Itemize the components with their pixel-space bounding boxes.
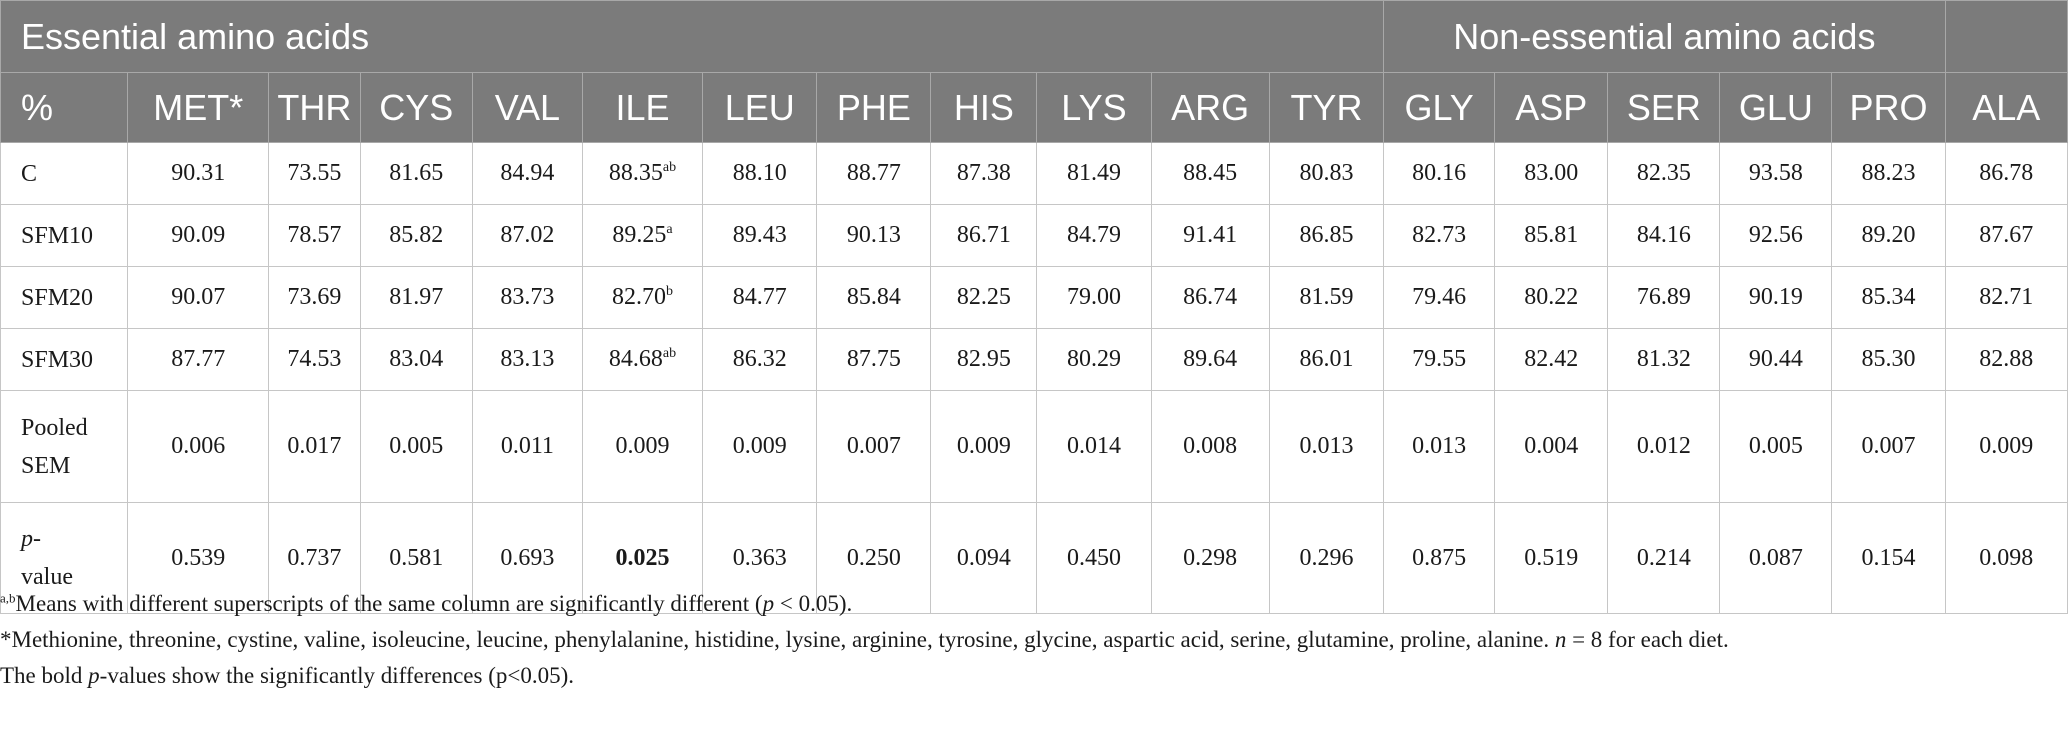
table-cell: 0.007 bbox=[817, 391, 931, 503]
table-cell: 87.38 bbox=[931, 143, 1037, 205]
table-cell: 0.004 bbox=[1495, 391, 1608, 503]
table-row bbox=[1, 205, 2068, 267]
table-cell: 86.74 bbox=[1151, 267, 1269, 329]
group-header-row bbox=[1, 1, 2068, 73]
column-header-val: VAL bbox=[472, 73, 582, 143]
table-cell: 85.34 bbox=[1832, 267, 1945, 329]
table-cell: 0.250 bbox=[817, 503, 931, 614]
table-cell: 86.85 bbox=[1269, 205, 1383, 267]
table-cell: 93.58 bbox=[1720, 143, 1832, 205]
footnote-bold-values bbox=[0, 658, 2068, 694]
table-cell: 88.23 bbox=[1832, 143, 1945, 205]
footnote-text: *Methionine, threonine, cystine, valine, isoleucine, leucine, phenylalanine, histidine, lysine, arginine, tyrosine, glycine, aspartic acid, serine, glutamine, proline, alanine. bbox=[0, 627, 1555, 652]
table-cell: 0.363 bbox=[703, 503, 817, 614]
table-cell: 0.450 bbox=[1037, 503, 1151, 614]
table-cell-ile bbox=[582, 329, 702, 391]
table-cell: 87.77 bbox=[128, 329, 269, 391]
table-cell: 82.42 bbox=[1495, 329, 1608, 391]
blank-group-header bbox=[1945, 1, 2067, 73]
column-header-pro: PRO bbox=[1832, 73, 1945, 143]
footnote-italic: n bbox=[1554, 627, 1567, 652]
table-cell: 0.009 bbox=[582, 391, 702, 503]
table-cell: 0.214 bbox=[1608, 503, 1720, 614]
table-cell: 0.519 bbox=[1495, 503, 1608, 614]
table-cell: 80.22 bbox=[1495, 267, 1608, 329]
column-header-thr: THR bbox=[269, 73, 361, 143]
table-cell: 85.81 bbox=[1495, 205, 1608, 267]
column-header-lys: LYS bbox=[1037, 73, 1151, 143]
table-cell: 83.00 bbox=[1495, 143, 1608, 205]
footnote-mark: a,b bbox=[0, 590, 16, 606]
table-cell: 83.13 bbox=[472, 329, 582, 391]
table-cell: 0.693 bbox=[472, 503, 582, 614]
column-header-row bbox=[1, 73, 2068, 143]
table-cell: 85.82 bbox=[360, 205, 472, 267]
table-cell: 0.014 bbox=[1037, 391, 1151, 503]
table-footnotes bbox=[0, 586, 2068, 694]
row-label-c: C bbox=[1, 143, 128, 205]
table-cell: 73.55 bbox=[269, 143, 361, 205]
table-cell: 82.95 bbox=[931, 329, 1037, 391]
column-header-phe: PHE bbox=[817, 73, 931, 143]
column-header-glu: GLU bbox=[1720, 73, 1832, 143]
column-header-leu: LEU bbox=[703, 73, 817, 143]
significance-superscript: ab bbox=[662, 346, 677, 361]
essential-group-header: Essential amino acids bbox=[1, 1, 1384, 73]
table-cell: 80.29 bbox=[1037, 329, 1151, 391]
column-header-tyr: TYR bbox=[1269, 73, 1383, 143]
column-header-gly: GLY bbox=[1384, 73, 1495, 143]
table-cell: 90.31 bbox=[128, 143, 269, 205]
table-cell: 74.53 bbox=[269, 329, 361, 391]
table-cell: 90.13 bbox=[817, 205, 931, 267]
row-label-sfm10: SFM10 bbox=[1, 205, 128, 267]
row-label-pooled-sem bbox=[1, 391, 128, 503]
table-cell: 78.57 bbox=[269, 205, 361, 267]
table-cell: 81.59 bbox=[1269, 267, 1383, 329]
column-header-his: HIS bbox=[931, 73, 1037, 143]
table-row bbox=[1, 267, 2068, 329]
table-cell-ile bbox=[582, 267, 702, 329]
table-cell: 0.005 bbox=[1720, 391, 1832, 503]
table-cell: 82.25 bbox=[931, 267, 1037, 329]
table-cell: 87.67 bbox=[1945, 205, 2067, 267]
footnote-text: -values show the significantly differences (p<0.05). bbox=[99, 663, 574, 688]
footnote-abbreviations bbox=[0, 622, 2068, 658]
table-cell: 0.009 bbox=[703, 391, 817, 503]
footnote-text: < 0.05). bbox=[774, 591, 853, 616]
table-cell: 73.69 bbox=[269, 267, 361, 329]
table-cell: 0.539 bbox=[128, 503, 269, 614]
table-cell: 0.098 bbox=[1945, 503, 2067, 614]
table-cell: 84.16 bbox=[1608, 205, 1720, 267]
row-label-sfm20: SFM20 bbox=[1, 267, 128, 329]
table-cell: 81.65 bbox=[360, 143, 472, 205]
table-cell: 0.013 bbox=[1269, 391, 1383, 503]
table-cell: 88.45 bbox=[1151, 143, 1269, 205]
table-cell: 0.094 bbox=[931, 503, 1037, 614]
table-cell: 90.44 bbox=[1720, 329, 1832, 391]
table-cell: 90.19 bbox=[1720, 267, 1832, 329]
row-label-sfm30: SFM30 bbox=[1, 329, 128, 391]
footnote-text: Means with different superscripts of the same column are significantly different ( bbox=[15, 591, 763, 616]
table-cell: 0.087 bbox=[1720, 503, 1832, 614]
table-cell-significant: 0.025 bbox=[582, 503, 702, 614]
table-cell: 76.89 bbox=[1608, 267, 1720, 329]
table-cell: 83.73 bbox=[472, 267, 582, 329]
table-cell: 0.017 bbox=[269, 391, 361, 503]
table-cell: 82.71 bbox=[1945, 267, 2067, 329]
table-cell: 79.00 bbox=[1037, 267, 1151, 329]
table-cell: 85.30 bbox=[1832, 329, 1945, 391]
table-cell: 80.16 bbox=[1384, 143, 1495, 205]
table-cell: 82.88 bbox=[1945, 329, 2067, 391]
table-cell: 89.20 bbox=[1832, 205, 1945, 267]
table-cell: 0.006 bbox=[128, 391, 269, 503]
footnote-significance bbox=[0, 586, 2068, 622]
table-cell: 0.007 bbox=[1832, 391, 1945, 503]
table-cell: 89.43 bbox=[703, 205, 817, 267]
row-label-line: Pooled bbox=[21, 414, 88, 441]
table-cell: 80.83 bbox=[1269, 143, 1383, 205]
column-header-percent: % bbox=[1, 73, 128, 143]
table-cell-ile bbox=[582, 143, 702, 205]
table-cell: 87.75 bbox=[817, 329, 931, 391]
column-header-ala: ALA bbox=[1945, 73, 2067, 143]
table-cell: 0.009 bbox=[1945, 391, 2067, 503]
table-row bbox=[1, 391, 2068, 503]
table-cell: 90.07 bbox=[128, 267, 269, 329]
column-header-ile: ILE bbox=[582, 73, 702, 143]
footnote-text: The bold bbox=[0, 663, 89, 688]
table-cell: 88.77 bbox=[817, 143, 931, 205]
table-cell: 79.46 bbox=[1384, 267, 1495, 329]
footnote-italic: p bbox=[88, 663, 100, 688]
row-label-line: p- bbox=[21, 526, 41, 552]
table-cell: 0.008 bbox=[1151, 391, 1269, 503]
table-cell: 90.09 bbox=[128, 205, 269, 267]
footnote-italic: p bbox=[762, 591, 775, 616]
table-row bbox=[1, 143, 2068, 205]
cell-value: 82.70 bbox=[612, 284, 667, 310]
table-cell: 84.94 bbox=[472, 143, 582, 205]
non-essential-group-header: Non-essential amino acids bbox=[1384, 1, 1946, 73]
table-cell: 84.79 bbox=[1037, 205, 1151, 267]
table-cell: 79.55 bbox=[1384, 329, 1495, 391]
table-cell: 81.32 bbox=[1608, 329, 1720, 391]
table-cell: 0.154 bbox=[1832, 503, 1945, 614]
table-cell: 82.73 bbox=[1384, 205, 1495, 267]
table-cell: 81.49 bbox=[1037, 143, 1151, 205]
column-header-ser: SER bbox=[1608, 73, 1720, 143]
table-cell: 0.298 bbox=[1151, 503, 1269, 614]
significance-superscript: b bbox=[666, 284, 674, 299]
column-header-asp: ASP bbox=[1495, 73, 1608, 143]
table-cell: 88.10 bbox=[703, 143, 817, 205]
table-cell: 86.78 bbox=[1945, 143, 2067, 205]
significance-superscript: ab bbox=[662, 160, 677, 175]
table-cell: 92.56 bbox=[1720, 205, 1832, 267]
cell-value: 84.68 bbox=[608, 346, 663, 372]
footnote-text: = 8 for each diet. bbox=[1566, 627, 1729, 652]
cell-value: 88.35 bbox=[608, 160, 663, 186]
table-cell: 0.013 bbox=[1384, 391, 1495, 503]
table-cell: 0.737 bbox=[269, 503, 361, 614]
table-cell: 0.012 bbox=[1608, 391, 1720, 503]
table-cell: 85.84 bbox=[817, 267, 931, 329]
table-cell: 91.41 bbox=[1151, 205, 1269, 267]
table-cell: 0.009 bbox=[931, 391, 1037, 503]
column-header-cys: CYS bbox=[360, 73, 472, 143]
table-cell: 0.581 bbox=[360, 503, 472, 614]
column-header-met: MET* bbox=[128, 73, 269, 143]
table-cell: 89.64 bbox=[1151, 329, 1269, 391]
table-cell: 0.005 bbox=[360, 391, 472, 503]
row-label-line: value bbox=[21, 564, 73, 590]
table-cell: 84.77 bbox=[703, 267, 817, 329]
table-cell-ile bbox=[582, 205, 702, 267]
column-header-arg: ARG bbox=[1151, 73, 1269, 143]
table-cell: 83.04 bbox=[360, 329, 472, 391]
table-cell: 0.011 bbox=[472, 391, 582, 503]
table-cell: 86.32 bbox=[703, 329, 817, 391]
table-cell: 86.71 bbox=[931, 205, 1037, 267]
cell-value: 89.25 bbox=[612, 222, 667, 248]
row-label-line: SEM bbox=[21, 452, 71, 479]
table-cell: 82.35 bbox=[1608, 143, 1720, 205]
table-cell: 86.01 bbox=[1269, 329, 1383, 391]
table-cell: 0.296 bbox=[1269, 503, 1383, 614]
table-cell: 0.875 bbox=[1384, 503, 1495, 614]
significance-superscript: a bbox=[666, 222, 673, 237]
table-row bbox=[1, 329, 2068, 391]
table-cell: 87.02 bbox=[472, 205, 582, 267]
table-cell: 81.97 bbox=[360, 267, 472, 329]
